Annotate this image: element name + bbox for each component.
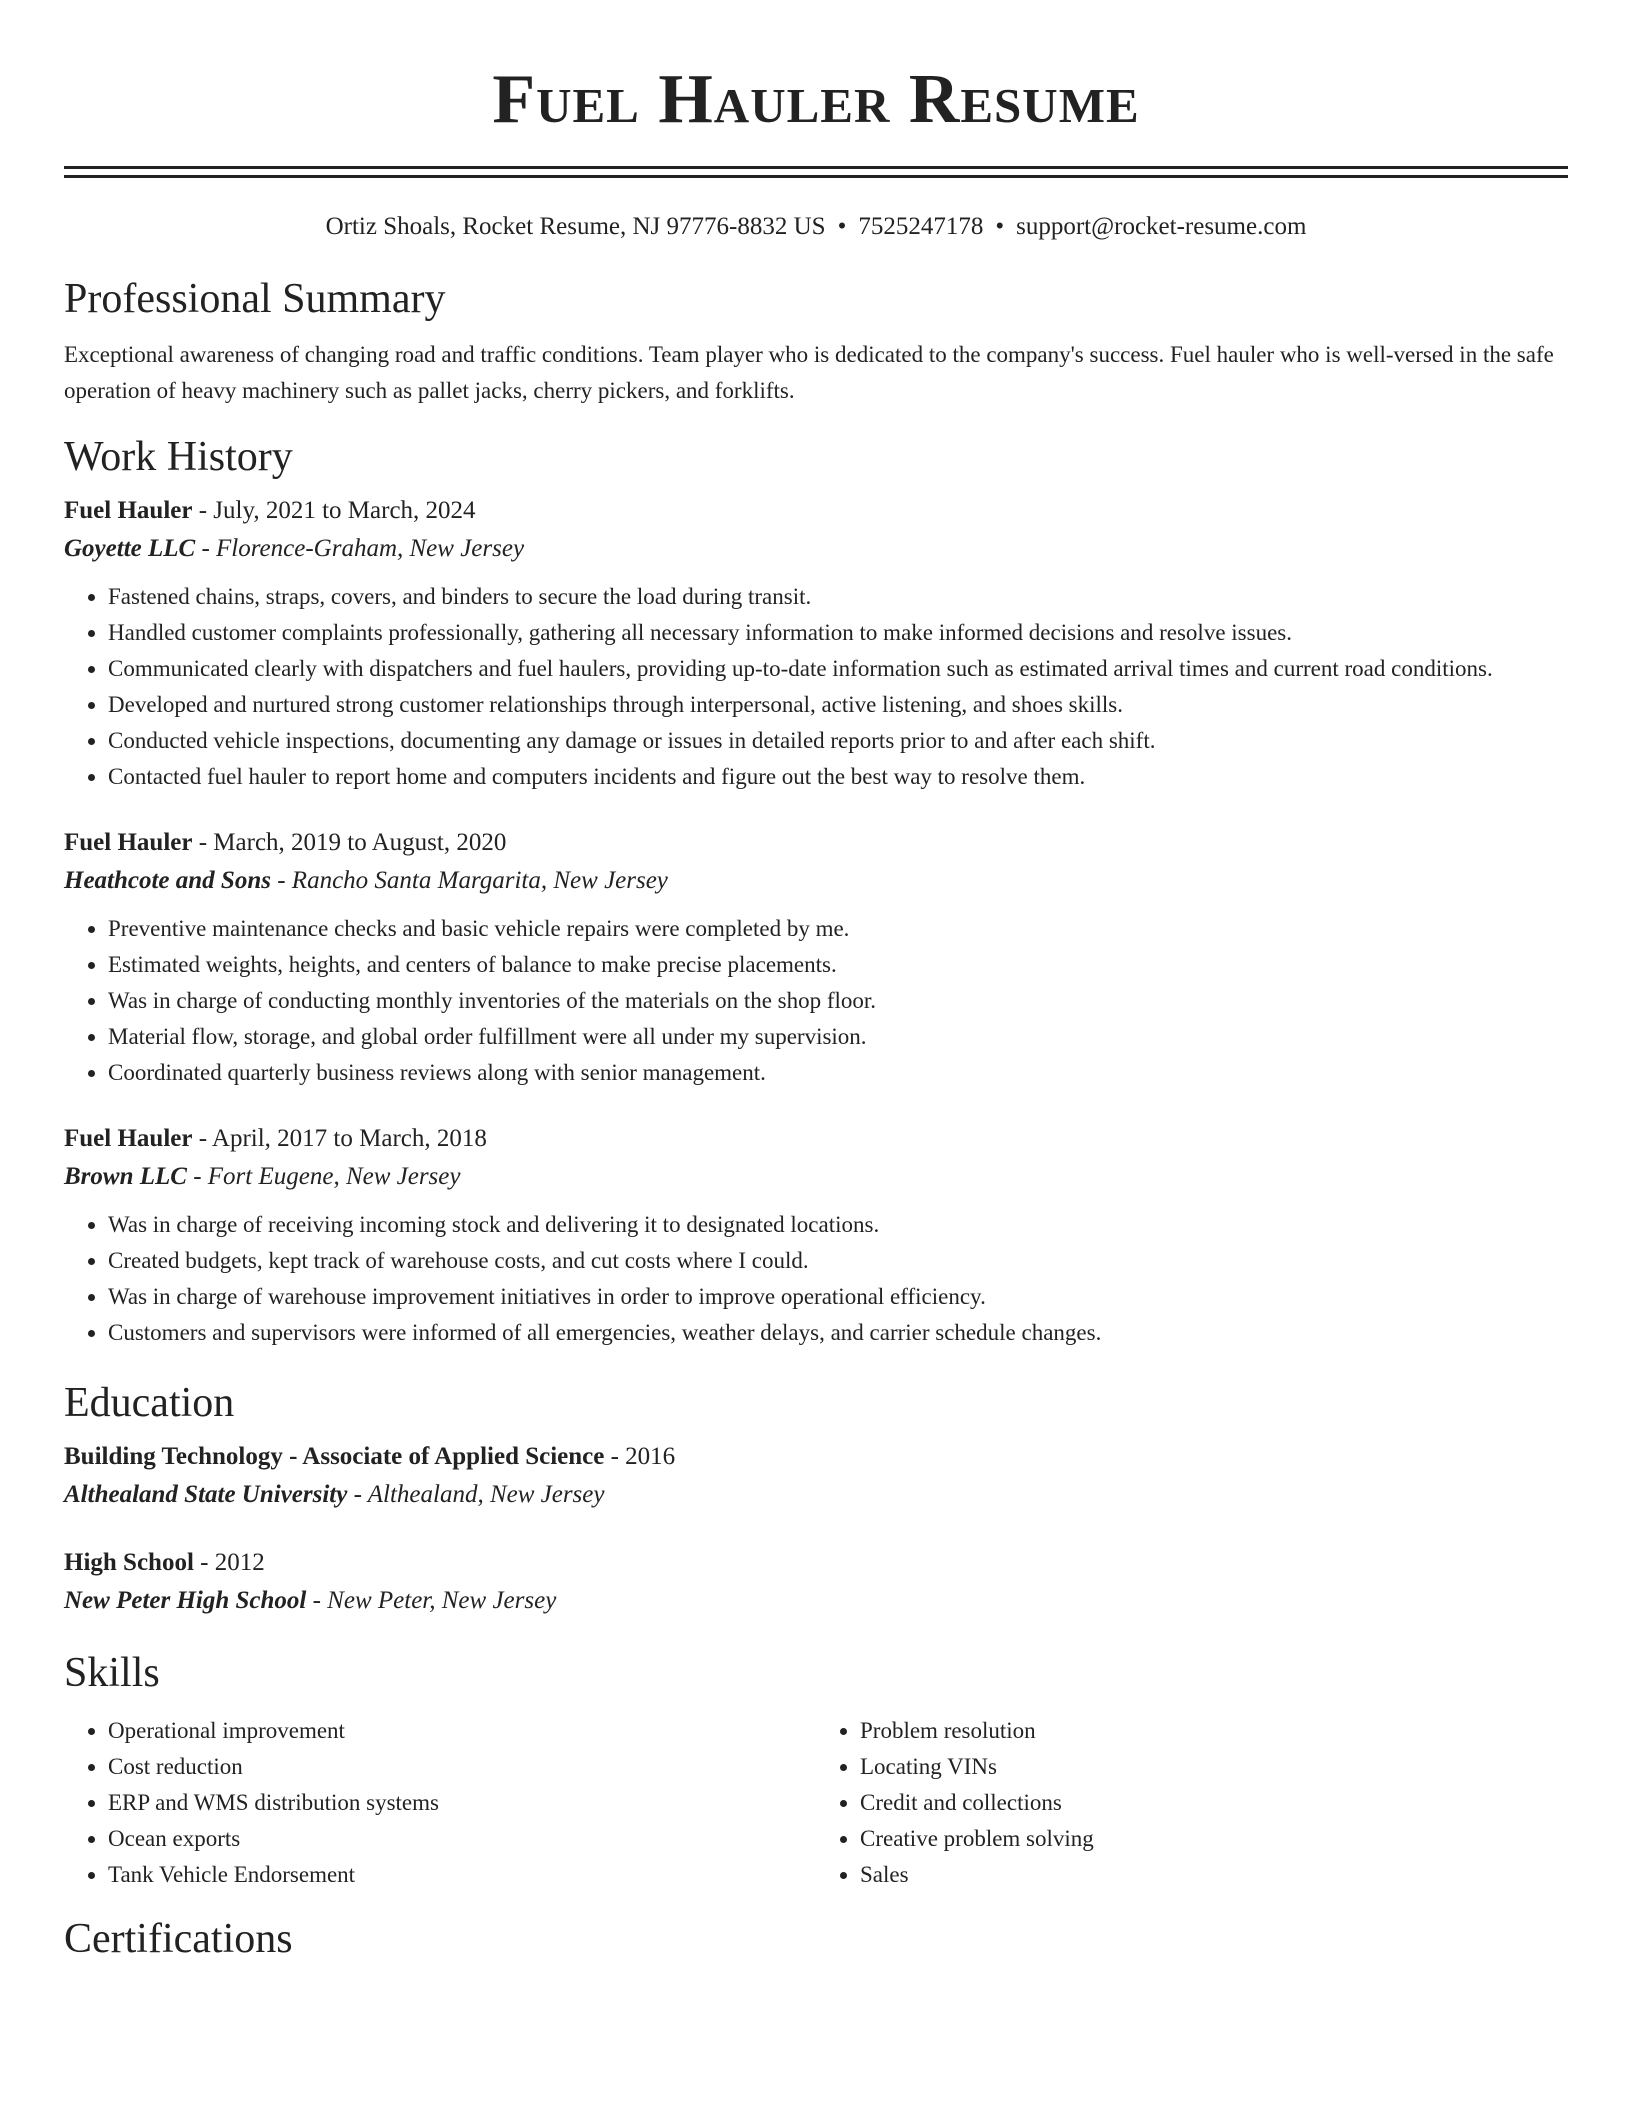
summary-text: Exceptional awareness of changing road and traffic conditions. Team player who is dedicated to the company's success. Fuel hauler who is well-versed in the safe operation of heavy machinery such as pallet jacks, cherry pickers, and forklifts. bbox=[64, 342, 1554, 403]
skill-item: • Cost reduction bbox=[108, 1749, 816, 1785]
job-bullet: • Developed and nurtured strong customer relationships through interpersonal, active listening, and shoes skills. bbox=[108, 687, 1568, 723]
company-location: - Fort Eugene, New Jersey bbox=[186, 1163, 461, 1190]
company-name: Brown LLC bbox=[64, 1163, 187, 1190]
skill-item: • Ocean exports bbox=[108, 1821, 816, 1857]
job-bullet: • Preventive maintenance checks and basic vehicle repairs were completed by me. bbox=[108, 911, 1568, 947]
contact-separator: • bbox=[995, 213, 1005, 240]
degree-line bbox=[64, 1545, 1568, 1581]
summary-heading: Professional Summary bbox=[64, 276, 446, 322]
contact-phone: 7525247178 bbox=[858, 213, 984, 240]
job-bullet: • Contacted fuel hauler to report home and computers incidents and figure out the best way to resolve them. bbox=[108, 759, 1568, 795]
school-line bbox=[64, 1581, 1568, 1621]
school-name: Althealand State University bbox=[64, 1481, 348, 1508]
degree-line bbox=[64, 1439, 1568, 1475]
resume-title: Fuel Hauler Resume bbox=[492, 61, 1140, 138]
job-title-line bbox=[64, 1121, 1568, 1157]
degree-name: High School bbox=[64, 1549, 194, 1576]
contact-separator: • bbox=[837, 213, 847, 240]
contact-address: Ortiz Shoals, Rocket Resume, NJ 97776-8832 US bbox=[325, 213, 826, 240]
job-bullets bbox=[64, 911, 1568, 1091]
job-bullet: • Was in charge of receiving incoming stock and delivering it to designated locations. bbox=[108, 1207, 1568, 1243]
degree-year: - 2016 bbox=[604, 1443, 676, 1470]
company-name: Heathcote and Sons bbox=[64, 867, 271, 894]
education-entry bbox=[64, 1545, 1568, 1621]
education-entry bbox=[64, 1439, 1568, 1515]
job-bullets bbox=[64, 579, 1568, 795]
title-double-rule bbox=[64, 166, 1568, 178]
job-entry bbox=[64, 825, 1568, 1091]
school-location: - Althealand, New Jersey bbox=[347, 1481, 605, 1508]
degree-year: - 2012 bbox=[193, 1549, 265, 1576]
skill-item: • Operational improvement bbox=[108, 1713, 816, 1749]
job-bullet: • Handled customer complaints professionally, gathering all necessary information to make informed decisions and resolve issues. bbox=[108, 615, 1568, 651]
company-location: - Rancho Santa Margarita, New Jersey bbox=[270, 867, 668, 894]
skill-item: • Creative problem solving bbox=[860, 1821, 1568, 1857]
job-bullet: • Conducted vehicle inspections, documenting any damage or issues in detailed reports prior to and after each shift. bbox=[108, 723, 1568, 759]
job-bullet: • Was in charge of warehouse improvement initiatives in order to improve operational efficiency. bbox=[108, 1279, 1568, 1315]
skills-grid bbox=[64, 1713, 1568, 1893]
job-title: Fuel Hauler bbox=[64, 1125, 193, 1152]
school-name: New Peter High School bbox=[64, 1587, 307, 1614]
contact-line bbox=[64, 211, 1568, 243]
skill-item: • Locating VINs bbox=[860, 1749, 1568, 1785]
skills-column-left bbox=[64, 1713, 816, 1893]
skills-heading: Skills bbox=[64, 1650, 160, 1696]
company-location: - Florence-Graham, New Jersey bbox=[195, 535, 525, 562]
school-line bbox=[64, 1475, 1568, 1515]
job-bullet: • Material flow, storage, and global order fulfillment were all under my supervision. bbox=[108, 1019, 1568, 1055]
education-heading: Education bbox=[64, 1380, 235, 1426]
job-bullet: • Customers and supervisors were informed of all emergencies, weather delays, and carrier schedule changes. bbox=[108, 1315, 1568, 1351]
company-line bbox=[64, 1157, 1568, 1197]
job-bullet: • Fastened chains, straps, covers, and binders to secure the load during transit. bbox=[108, 579, 1568, 615]
job-dates: - April, 2017 to March, 2018 bbox=[192, 1125, 487, 1152]
job-title-line bbox=[64, 493, 1568, 529]
job-bullet: • Was in charge of conducting monthly inventories of the materials on the shop floor. bbox=[108, 983, 1568, 1019]
job-title-line bbox=[64, 825, 1568, 861]
certifications-heading: Certifications bbox=[64, 1916, 293, 1962]
skill-item: • Problem resolution bbox=[860, 1713, 1568, 1749]
contact-email: support@rocket-resume.com bbox=[1016, 213, 1307, 240]
company-name: Goyette LLC bbox=[64, 535, 196, 562]
job-bullet: • Created budgets, kept track of warehouse costs, and cut costs where I could. bbox=[108, 1243, 1568, 1279]
job-title: Fuel Hauler bbox=[64, 829, 193, 856]
skills-column-right bbox=[816, 1713, 1568, 1893]
work-history-heading: Work History bbox=[64, 434, 293, 480]
job-dates: - March, 2019 to August, 2020 bbox=[192, 829, 507, 856]
resume-page bbox=[64, 0, 1568, 1965]
degree-name: Building Technology - Associate of Applied Science bbox=[64, 1443, 605, 1470]
job-bullet: • Estimated weights, heights, and centers of balance to make precise placements. bbox=[108, 947, 1568, 983]
school-location: - New Peter, New Jersey bbox=[306, 1587, 557, 1614]
job-entry bbox=[64, 493, 1568, 795]
job-bullet: • Coordinated quarterly business reviews along with senior management. bbox=[108, 1055, 1568, 1091]
company-line bbox=[64, 529, 1568, 569]
skill-item: • ERP and WMS distribution systems bbox=[108, 1785, 816, 1821]
company-line bbox=[64, 861, 1568, 901]
job-title: Fuel Hauler bbox=[64, 497, 193, 524]
job-dates: - July, 2021 to March, 2024 bbox=[192, 497, 476, 524]
skill-item: • Tank Vehicle Endorsement bbox=[108, 1857, 816, 1893]
job-bullets bbox=[64, 1207, 1568, 1351]
job-bullet: • Communicated clearly with dispatchers and fuel haulers, providing up-to-date information such as estimated arrival times and current road conditions. bbox=[108, 651, 1568, 687]
skill-item: • Sales bbox=[860, 1857, 1568, 1893]
job-entry bbox=[64, 1121, 1568, 1351]
skill-item: • Credit and collections bbox=[860, 1785, 1568, 1821]
